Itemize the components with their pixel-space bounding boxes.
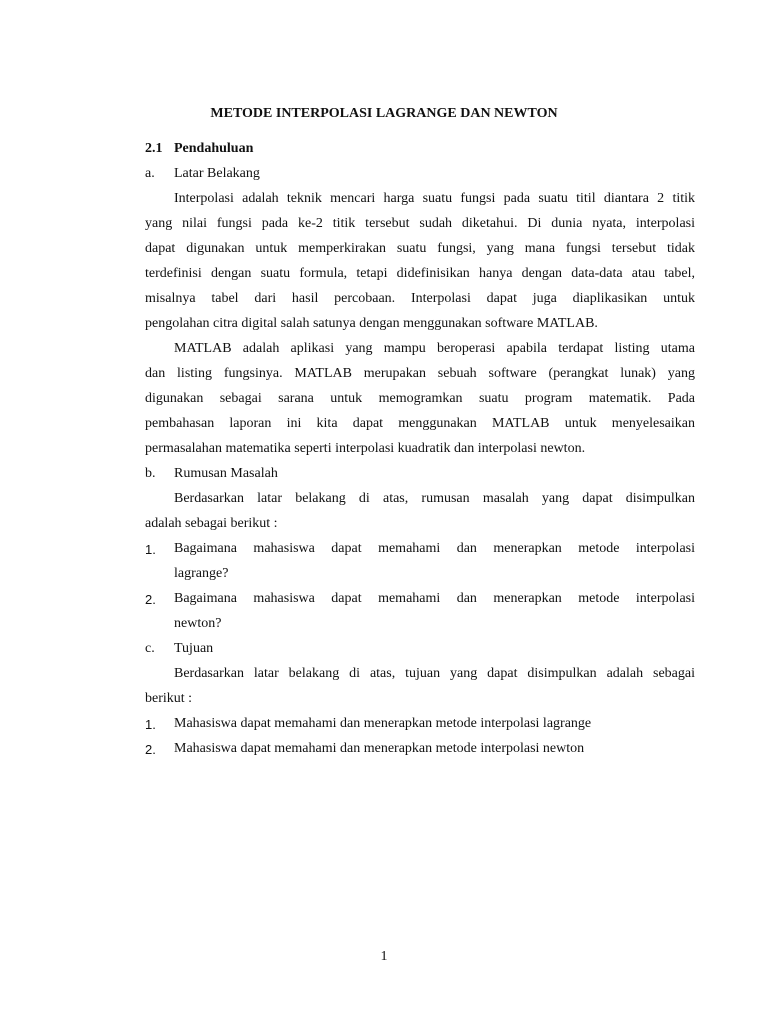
- paragraph-line: terdefinisi dengan suatu formula, tetapi didefinisikan hanya dengan data-data atau tabel,: [145, 266, 695, 281]
- list-item-text: Bagaimana mahasiswa dapat memahami dan menerapkan metode interpolasi: [174, 591, 695, 606]
- paragraph-line: pengolahan citra digital salah satunya dengan menggunakan software MATLAB.: [145, 316, 598, 331]
- paragraph-line: Interpolasi adalah teknik mencari harga suatu fungsi pada suatu titil diantara 2 titik: [174, 191, 695, 206]
- paragraph-line: berikut :: [145, 691, 193, 706]
- subsection-heading-tujuan: Tujuan: [174, 641, 214, 656]
- subsection-heading-latar-belakang: Latar Belakang: [174, 166, 260, 181]
- paragraph-line: yang nilai fungsi pada ke-2 titik tersebut sudah diketahui. Di dunia nyata, interpolasi: [145, 216, 695, 231]
- list-item-text: lagrange?: [174, 566, 229, 581]
- subsection-marker-a: a.: [145, 166, 155, 181]
- paragraph-line: Berdasarkan latar belakang di atas, rumusan masalah yang dapat disimpulkan: [174, 491, 695, 506]
- paragraph-line: digunakan sebagai sarana untuk memogramkan suatu program matematik. Pada: [145, 391, 695, 406]
- paragraph-line: Berdasarkan latar belakang di atas, tujuan yang dapat disimpulkan adalah sebagai: [174, 666, 695, 681]
- page-number: 1: [380, 949, 388, 964]
- list-item-number: 2.: [145, 742, 156, 757]
- paragraph-line: misalnya tabel dari hasil percobaan. Interpolasi dapat juga diaplikasikan untuk: [145, 291, 695, 306]
- paragraph-line: permasalahan matematika seperti interpolasi kuadratik dan interpolasi newton.: [145, 441, 586, 456]
- paragraph-line: adalah sebagai berikut :: [145, 516, 278, 531]
- paragraph-line: dapat digunakan untuk memperkirakan suatu fungsi, yang mana fungsi tersebut tidak: [145, 241, 695, 256]
- subsection-marker-c: c.: [145, 641, 155, 656]
- list-item-text: newton?: [174, 616, 222, 631]
- section-number: 2.1: [145, 141, 163, 156]
- subsection-heading-rumusan-masalah: Rumusan Masalah: [174, 466, 278, 481]
- section-heading: Pendahuluan: [174, 141, 254, 156]
- paragraph-line: MATLAB adalah aplikasi yang mampu beroperasi apabila terdapat listing utama: [174, 341, 695, 356]
- list-item-number: 1.: [145, 542, 156, 557]
- list-item-number: 2.: [145, 592, 156, 607]
- list-item-text: Bagaimana mahasiswa dapat memahami dan menerapkan metode interpolasi: [174, 541, 695, 556]
- list-item-number: 1.: [145, 717, 156, 732]
- list-item-text: Mahasiswa dapat memahami dan menerapkan metode interpolasi lagrange: [174, 716, 592, 731]
- paragraph-line: pembahasan laporan ini kita dapat menggunakan MATLAB untuk menyelesaikan: [145, 416, 695, 431]
- document-title: METODE INTERPOLASI LAGRANGE DAN NEWTON: [210, 106, 558, 121]
- list-item-text: Mahasiswa dapat memahami dan menerapkan metode interpolasi newton: [174, 741, 585, 756]
- paragraph-line: dan listing fungsinya. MATLAB merupakan sebuah software (perangkat lunak) yang: [145, 366, 695, 381]
- subsection-marker-b: b.: [145, 466, 156, 481]
